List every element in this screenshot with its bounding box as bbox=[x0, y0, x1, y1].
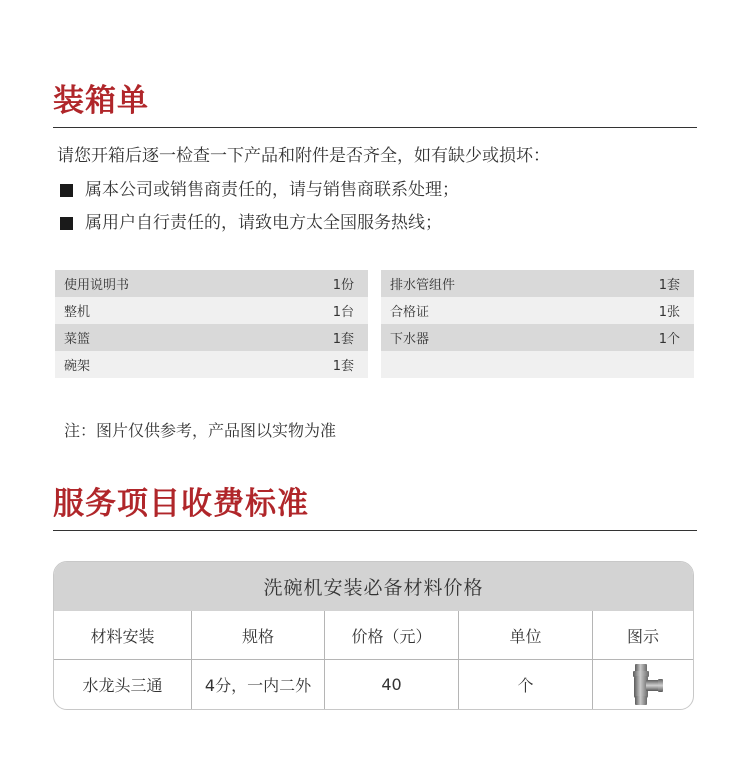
service-price-table bbox=[53, 561, 694, 710]
item-qty: 1套 bbox=[332, 359, 354, 374]
cell-image bbox=[593, 660, 693, 709]
bullet-text: 属用户自行责任的，请致电方太全国服务热线； bbox=[85, 213, 442, 233]
bullet-text: 属本公司或销售商责任的，请与销售商联系处理； bbox=[85, 180, 459, 200]
item-qty: 1套 bbox=[658, 278, 680, 293]
header-spec: 规格 bbox=[192, 611, 325, 660]
service-table-title: 洗碗机安装必备材料价格 bbox=[54, 562, 693, 611]
item-name: 下水器 bbox=[390, 332, 430, 347]
tee-fitting-icon bbox=[620, 662, 666, 708]
cell-spec: 4分，一内二外 bbox=[192, 660, 325, 709]
table-row bbox=[55, 297, 368, 324]
service-title-rule bbox=[53, 530, 697, 531]
item-qty: 1台 bbox=[332, 305, 354, 320]
header-price: 价格（元） bbox=[325, 611, 459, 660]
cell-unit: 个 bbox=[459, 660, 593, 709]
item-qty: 1份 bbox=[332, 278, 354, 293]
header-material: 材料安装 bbox=[54, 611, 192, 660]
bullet-item-1 bbox=[60, 178, 459, 202]
table-row bbox=[55, 270, 368, 297]
packing-intro: 请您开箱后逐一检查一下产品和附件是否齐全，如有缺少或损坏： bbox=[57, 146, 550, 166]
bullet-item-2 bbox=[60, 211, 442, 235]
item-qty: 1个 bbox=[658, 332, 680, 347]
table-header-row bbox=[54, 611, 693, 660]
item-name: 使用说明书 bbox=[64, 278, 130, 293]
item-name: 合格证 bbox=[390, 305, 430, 320]
square-bullet-icon bbox=[60, 217, 73, 230]
cell-material: 水龙头三通 bbox=[54, 660, 192, 709]
square-bullet-icon bbox=[60, 184, 73, 197]
header-image: 图示 bbox=[593, 611, 693, 660]
item-name: 排水管组件 bbox=[390, 278, 456, 293]
item-name: 菜篮 bbox=[64, 332, 91, 347]
item-qty: 1张 bbox=[658, 305, 680, 320]
packing-title: 装箱单 bbox=[53, 83, 149, 119]
item-name: 整机 bbox=[64, 305, 91, 320]
table-row bbox=[381, 324, 694, 351]
table-row bbox=[381, 297, 694, 324]
table-row bbox=[55, 324, 368, 351]
service-title: 服务项目收费标准 bbox=[53, 486, 309, 522]
table-row bbox=[381, 270, 694, 297]
table-row bbox=[381, 351, 694, 378]
cell-price: 40 bbox=[325, 660, 459, 709]
packing-title-rule bbox=[53, 127, 697, 128]
item-name: 碗架 bbox=[64, 359, 91, 374]
header-unit: 单位 bbox=[459, 611, 593, 660]
packing-table-left bbox=[55, 270, 368, 378]
packing-note: 注：图片仅供参考，产品图以实物为准 bbox=[64, 421, 337, 440]
item-qty: 1套 bbox=[332, 332, 354, 347]
table-row bbox=[54, 660, 693, 709]
table-row bbox=[55, 351, 368, 378]
packing-table-right bbox=[381, 270, 694, 378]
